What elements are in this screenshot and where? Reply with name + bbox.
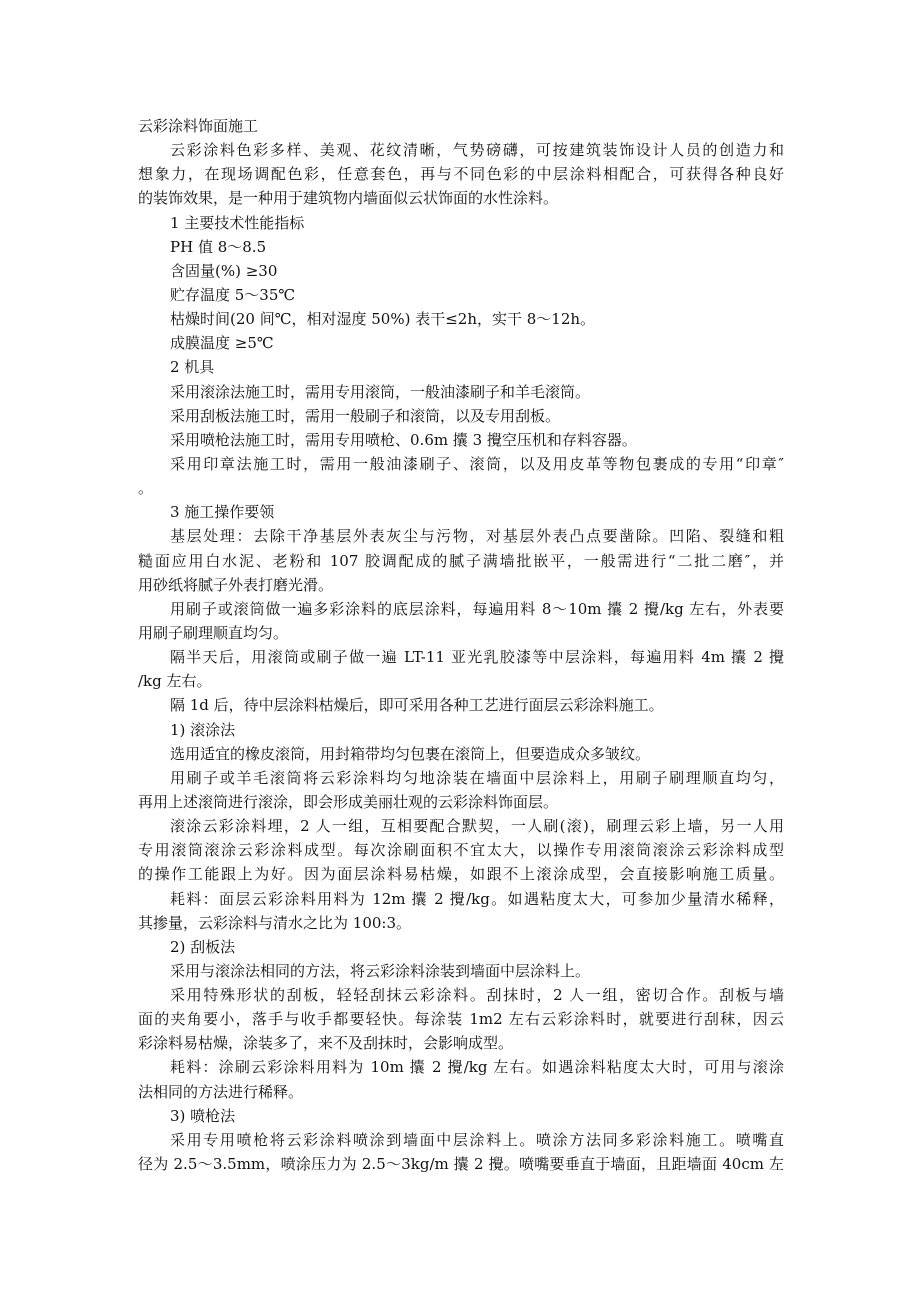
text-line: 枯燥时间(20 间℃，相对湿度 50%) 表干≤2h，实干 8～12h。 [170, 310, 596, 329]
text-line: 用刷子或滚筒做一遍多彩涂料的底层涂料，每遍用料 8～10m 攮 2 攪/kg 左右，外表要 [170, 599, 784, 618]
text-line: 隔半天后，用滚筒或刷子做一遍 LT-11 亚光乳胶漆等中层涂料，每遍用料 4m 攮 2 攪 [170, 648, 784, 667]
text-line: 采用印章法施工时，需用一般油漆刷子、滚筒，以及用皮革等物包裹成的专用“印章″ [170, 454, 784, 473]
document-title: 云彩涂料饰面施工 [138, 117, 259, 135]
text-line: 的操作工能跟上为好。因为面层涂料易枯燥，如跟不上滚涂成型，会直接影响施工质量。 [138, 865, 784, 884]
text-line: 其掺量，云彩涂料与清水之比为 100:3。 [138, 913, 411, 932]
text-line: 3 施工操作要领 [170, 503, 275, 522]
text-line: 法相同的方法进行稀释。 [138, 1082, 304, 1101]
text-line: 采用专用喷枪将云彩涂料喷涂到墙面中层涂料上。喷涂方法同多彩涂料施工。喷嘴直 [170, 1130, 784, 1149]
text-line: 用砂纸将腻子外表打磨光滑。 [138, 575, 334, 594]
text-line: 成膜温度 ≥5℃ [170, 334, 274, 353]
text-line: 采用与滚涂法相同的方法，将云彩涂料涂装到墙面中层涂料上。 [170, 961, 591, 980]
text-line: 隔 1d 后，待中层涂料枯燥后，即可采用各种工艺进行面层云彩涂料施工。 [170, 696, 664, 715]
text-line: 1) 滚涂法 [170, 720, 236, 739]
text-line: 2) 刮板法 [170, 937, 236, 956]
text-line: 1 主要技术性能指标 [170, 213, 305, 232]
text-line: 彩涂料易枯燥，涂装多了，来不及刮抹时，会影响成型。 [138, 1034, 514, 1053]
text-line: 采用喷枪法施工时，需用专用喷枪、0.6m 攮 3 攪空压机和存料容器。 [170, 430, 637, 449]
text-line: 专用滚筒滚涂云彩涂料成型。每次涂刷面积不宜太大，以操作专用滚筒滚涂云彩涂料成型 [138, 841, 784, 860]
text-line: 径为 2.5～3.5mm，喷涂压力为 2.5～3kg/m 攮 2 攪。喷嘴要垂直于墙面，且距墙面 40cm 左 [138, 1155, 784, 1174]
text-line: 用刷子刷理顺直均匀。 [138, 623, 289, 642]
text-line: /kg 左右。 [138, 672, 212, 691]
text-line: 面的夹角要小，落手与收手都要轻快。每涂装 1m2 左右云彩涂料时，就要进行刮秣，因云 [138, 1010, 784, 1029]
text-line: 的装饰效果，是一种用于建筑物内墙面似云状饰面的水性涂料。 [138, 189, 559, 208]
text-line: 选用适宜的橡皮滚筒，用封箱带均匀包裹在滚筒上，但要造成众多皱纹。 [170, 744, 651, 763]
text-line: 含固量(%) ≥30 [170, 261, 278, 280]
text-line: 2 机具 [170, 358, 215, 377]
text-line: 云彩涂料色彩多样、美观、花纹清晰，气势磅礴，可按建筑装饰设计人员的创造力和 [170, 141, 784, 160]
text-line: 。 [138, 479, 154, 498]
text-line: 3) 喷枪法 [170, 1106, 236, 1125]
text-line: 耗料：涂刷云彩涂料用料为 10m 攮 2 攪/kg 左右。如遇涂料粘度太大时，可用与滚涂 [170, 1058, 784, 1077]
text-line: 基层处理：去除干净基层外表灰尘与污物，对基层外表凸点要凿除。凹陷、裂缝和粗 [170, 527, 784, 546]
document-page [138, 114, 784, 1176]
text-line: 贮存温度 5～35℃ [170, 285, 296, 304]
text-line: 再用上述滚筒进行滚涂，即会形成美丽壮观的云彩涂料饰面层。 [138, 792, 559, 811]
text-line: 采用滚涂法施工时，需用专用滚筒，一般油漆刷子和羊毛滚筒。 [170, 382, 591, 401]
text-line: 滚涂云彩涂料埋，2 人一组，互相要配合默契，一人刷(滚)，刷理云彩上墙，另一人用 [170, 817, 784, 836]
text-line: 想象力，在现场调配色彩，任意套色，再与不同色彩的中层涂料相配合，可获得各种良好 [138, 165, 784, 184]
text-line: 糙面应用白水泥、老粉和 107 胶调配成的腻子满墙批嵌平，一般需进行“二批二磨″，并 [138, 551, 784, 570]
text-line: 采用特殊形状的刮板，轻轻刮抹云彩涂料。刮抹时，2 人一组，密切合作。刮板与墙 [170, 986, 784, 1005]
text-line: 耗料：面层云彩涂料用料为 12m 攮 2 攪/kg。如遇粘度太大，可参加少量清水稀释， [170, 889, 784, 908]
text-line: PH 值 8～8.5 [170, 237, 267, 256]
text-line: 用刷子或羊毛滚筒将云彩涂料均匀地涂装在墙面中层涂料上，用刷子刷理顺直均匀， [170, 768, 784, 787]
text-line: 采用刮板法施工时，需用一般刷子和滚筒，以及专用刮板。 [170, 406, 561, 425]
